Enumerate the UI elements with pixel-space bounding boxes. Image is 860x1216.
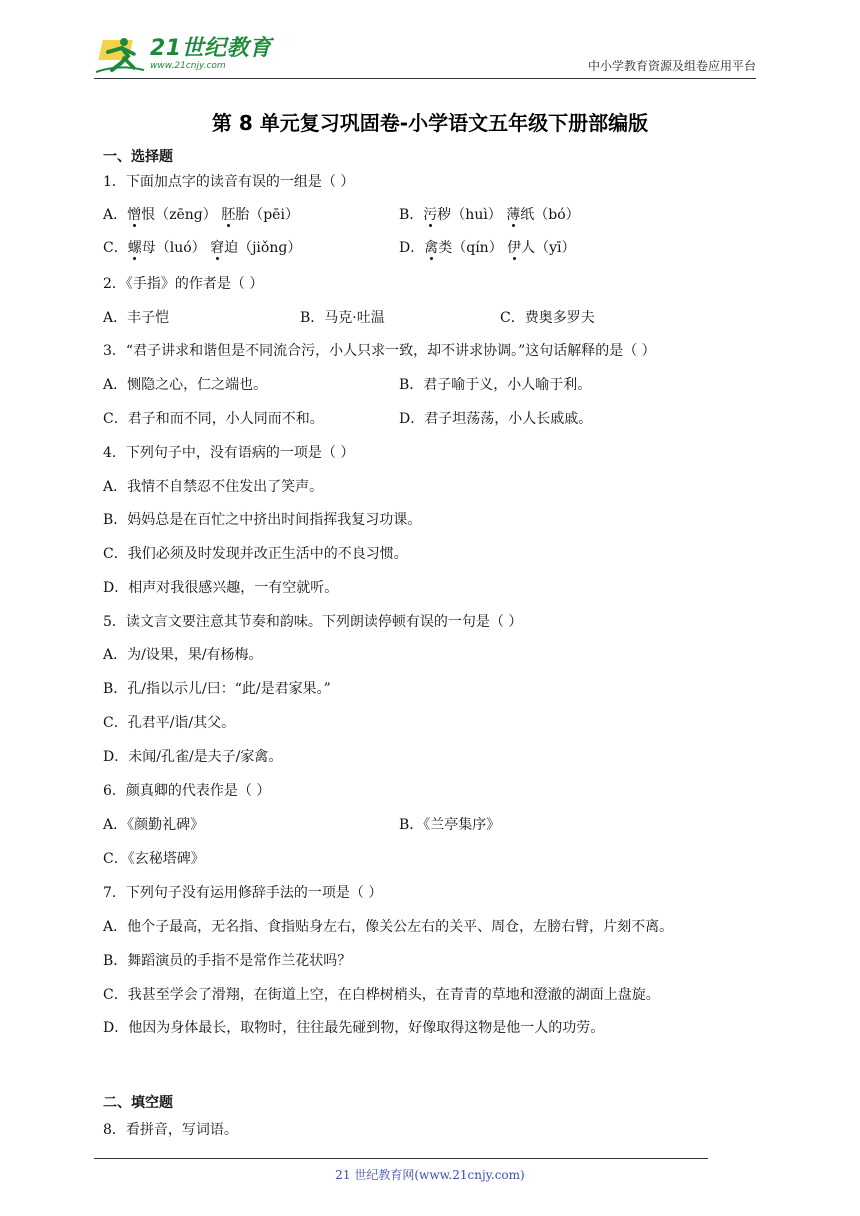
- option-a: A．恻隐之心，仁之端也。: [103, 377, 268, 393]
- option-c: C．我甚至学会了滑翔，在街道上空，在白桦树梢头，在青青的草地和澄澈的湖面上盘旋。: [103, 987, 660, 1003]
- option-a: A．《颜勤礼碑》: [103, 817, 205, 833]
- question-stem: 5．读文言文要注意其节奏和韵味。下列朗读停顿有误的一句是（ ）: [103, 614, 523, 630]
- option-a: A．丰子恺: [103, 310, 170, 326]
- option-c: C．《玄秘塔碑》: [103, 851, 205, 867]
- option-a: A．我情不自禁忍不住发出了笑声。: [103, 479, 324, 495]
- section-heading: 一、选择题: [103, 149, 173, 165]
- page-header: [94, 30, 756, 79]
- option-c: C．君子和而不同，小人同而不和。: [103, 411, 324, 427]
- site-logo: [94, 32, 272, 76]
- dotted-char: 窘: [210, 240, 225, 256]
- option-d: D．他因为身体最长，取物时，往往最先碰到物，好像取得这物是他一人的功劳。: [103, 1020, 605, 1036]
- option-b: B．舞蹈演员的手指不是常作兰花状吗？: [103, 953, 352, 969]
- section-heading: 二、填空题: [103, 1095, 173, 1111]
- question-stem: 3．“君子讲求和谐但是不同流合污，小人只求一致，却不讲求协调。”这句话解释的是（ ）: [103, 343, 656, 359]
- dotted-char: 污: [423, 207, 438, 223]
- dotted-char: 螺: [127, 240, 142, 256]
- option-b: B．污秽（huì） 薄纸（bó）: [399, 207, 580, 223]
- dotted-char: 胚: [221, 207, 236, 223]
- option-d: D．相声对我很感兴趣，一有空就听。: [103, 580, 339, 596]
- platform-name: 中小学教育资源及组卷应用平台: [587, 59, 756, 73]
- option-b: B．马克·吐温: [300, 310, 385, 326]
- option-d: D．未闻/孔雀/是夫子/家禽。: [103, 749, 283, 765]
- option-b: B．君子喻于义，小人喻于利。: [399, 377, 592, 393]
- option-c: C．我们必须及时发现并改正生活中的不良习惯。: [103, 546, 408, 562]
- option-c: C．孔君平/诣/其父。: [103, 715, 236, 731]
- dotted-char: 禽: [424, 240, 439, 256]
- option-a: A．憎恨（zēnɡ） 胚胎（pēi）: [103, 207, 299, 223]
- question-stem: 4．下列句子中，没有语病的一项是（ ）: [103, 445, 355, 461]
- question-stem: 1．下面加点字的读音有误的一组是（ ）: [103, 174, 355, 190]
- document-title: 第 8 单元复习巩固卷-小学语文五年级下册部编版: [211, 111, 649, 135]
- dotted-char: 伊: [507, 240, 522, 256]
- option-b: B．孔/指以示儿/曰：“此/是君家果。”: [103, 681, 331, 697]
- option-a: A．为/设果，果/有杨梅。: [103, 647, 263, 663]
- logo-title: 21世纪教育: [150, 35, 272, 61]
- question-stem: 8．看拼音，写词语。: [103, 1122, 238, 1138]
- question-stem: 7．下列句子没有运用修辞手法的一项是（ ）: [103, 885, 383, 901]
- option-d: D．君子坦荡荡，小人长戚戚。: [399, 411, 593, 427]
- dotted-char: 憎: [127, 207, 142, 223]
- footer-divider: [94, 1158, 708, 1159]
- runner-icon: [94, 34, 146, 74]
- question-stem: 2．《手指》的作者是（ ）: [103, 276, 264, 292]
- option-b: B．《兰亭集序》: [399, 817, 501, 833]
- option-c: C．螺母（luó） 窘迫（jiǒnɡ）: [103, 240, 302, 256]
- logo-url: www.21cnjy.com: [150, 60, 226, 71]
- dotted-char: 薄: [506, 207, 521, 223]
- option-b: B．妈妈总是在百忙之中挤出时间指挥我复习功课。: [103, 512, 422, 528]
- option-a: A．他个子最高，无名指、食指贴身左右，像关公左右的关平、周仓，左膀右臂，片刻不离。: [103, 919, 674, 935]
- option-d: D．禽类（qín） 伊人（yī）: [399, 240, 576, 256]
- footer-link[interactable]: 21 世纪教育网(www.21cnjy.com): [335, 1168, 525, 1182]
- option-c: C．费奥多罗夫: [500, 310, 595, 326]
- question-stem: 6．颜真卿的代表作是（ ）: [103, 783, 271, 799]
